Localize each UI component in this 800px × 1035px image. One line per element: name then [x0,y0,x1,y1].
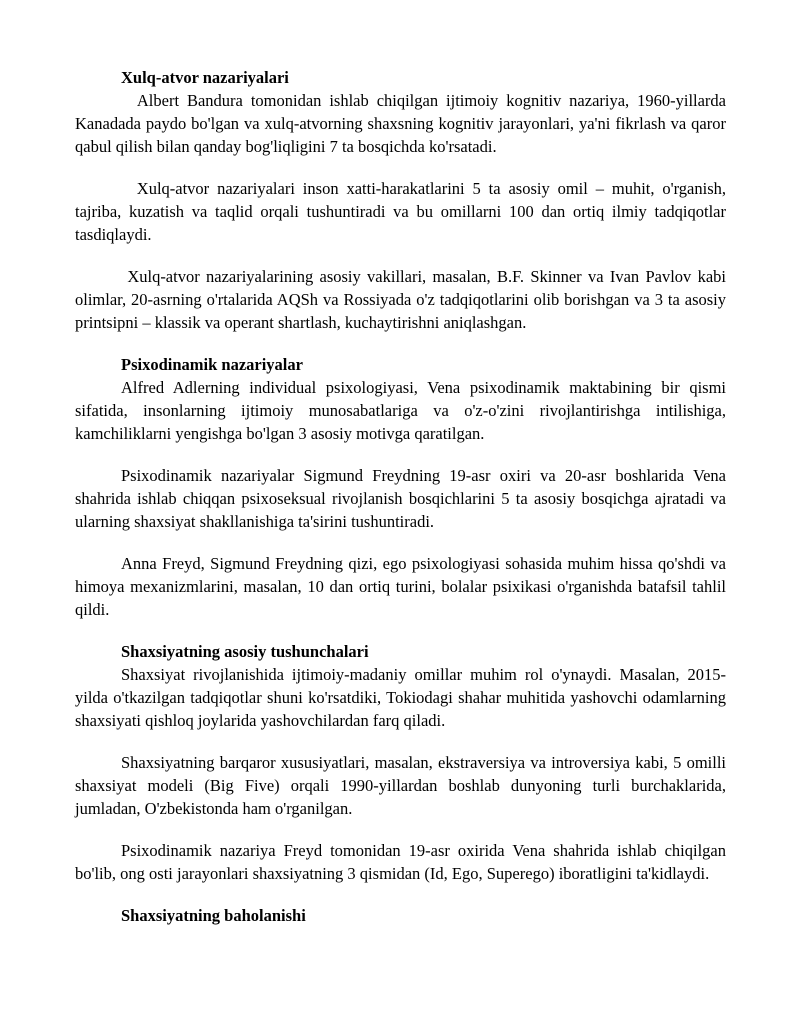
section-heading: Shaxsiyatning baholanishi [121,906,306,925]
section-heading: Xulq-atvor nazariyalari [121,68,289,87]
paragraph: Albert Bandura tomonidan ishlab chiqilgan ijtimoiy kognitiv nazariya, 1960-yillarda Kanadada paydo bo'lgan va xulq-atvorning shaxsning kognitiv jarayonlari, ya'ni fikrlash va qaror qabul qilish bilan qanday bog'liqligini 7 ta bosqichda ko'rsatadi. [75,91,731,156]
paragraph: Psixodinamik nazariyalar Sigmund Freydning 19-asr oxiri va 20-asr boshlarida Vena shahrida ishlab chiqqan psixoseksual rivojlanish bosqichlarini 5 ta asosiy bosqichga ajratadi va ularning shaxsiyat shakllanishiga ta'sirini tushuntiradi. [75,466,726,531]
section-personality-assessment [75,904,726,927]
paragraph: Xulq-atvor nazariyalarining asosiy vakillari, masalan, B.F. Skinner va Ivan Pavlov kabi olimlar, 20-asrning o'rtalarida AQSh va Rossiyada o'z tadqiqotlarini olib borishgan va 3 ta asosiy printsipni – klassik va operant shartlash, kuchaytirishni aniqlashgan. [75,267,731,332]
document-page [75,66,731,927]
paragraph: Alfred Adlerning individual psixologiyasi, Vena psixodinamik maktabining bir qismi sifatida, insonlarning ijtimoiy munosabatlariga va o'z-o'zini rivojlantirishga intilishiga, kamchiliklarni yengishga bo'lgan 3 asosiy motivga qaratilgan. [75,378,726,443]
section-personality-concepts [75,640,726,885]
section-psychodynamic-theories [75,353,726,621]
section-behavior-theories [75,66,731,334]
paragraph: Xulq-atvor nazariyalari inson xatti-harakatlarini 5 ta asosiy omil – muhit, o'rganish, tajriba, kuzatish va taqlid orqali tushuntiradi va bu omillarni 100 dan ortiq ilmiy tadqiqotlar tasdiqlaydi. [75,179,731,244]
paragraph: Psixodinamik nazariya Freyd tomonidan 19-asr oxirida Vena shahrida ishlab chiqilgan bo'lib, ong osti jarayonlari shaxsiyatning 3 qismidan (Id, Ego, Superego) iboratligini ta'kidlaydi. [75,841,726,883]
paragraph: Anna Freyd, Sigmund Freydning qizi, ego psixologiyasi sohasida muhim hissa qo'shdi va himoya mexanizmlarini, masalan, 10 dan ortiq turini, bolalar psixikasi o'rganishda batafsil tahlil qildi. [75,554,726,619]
paragraph: Shaxsiyat rivojlanishida ijtimoiy-madaniy omillar muhim rol o'ynaydi. Masalan, 2015-yilda o'tkazilgan tadqiqotlar shuni ko'rsatdiki, Tokiodagi shahar muhitida yashovchi odamlarning shaxsiyati qishloq joylarida yashovchilardan farq qiladi. [75,665,726,730]
section-heading: Psixodinamik nazariyalar [121,355,303,374]
section-heading: Shaxsiyatning asosiy tushunchalari [121,642,369,661]
paragraph: Shaxsiyatning barqaror xususiyatlari, masalan, ekstraversiya va introversiya kabi, 5 omilli shaxsiyat modeli (Big Five) orqali 1990-yillardan boshlab dunyoning turli burchaklarida, jumladan, O'zbekistonda ham o'rganilgan. [75,753,726,818]
